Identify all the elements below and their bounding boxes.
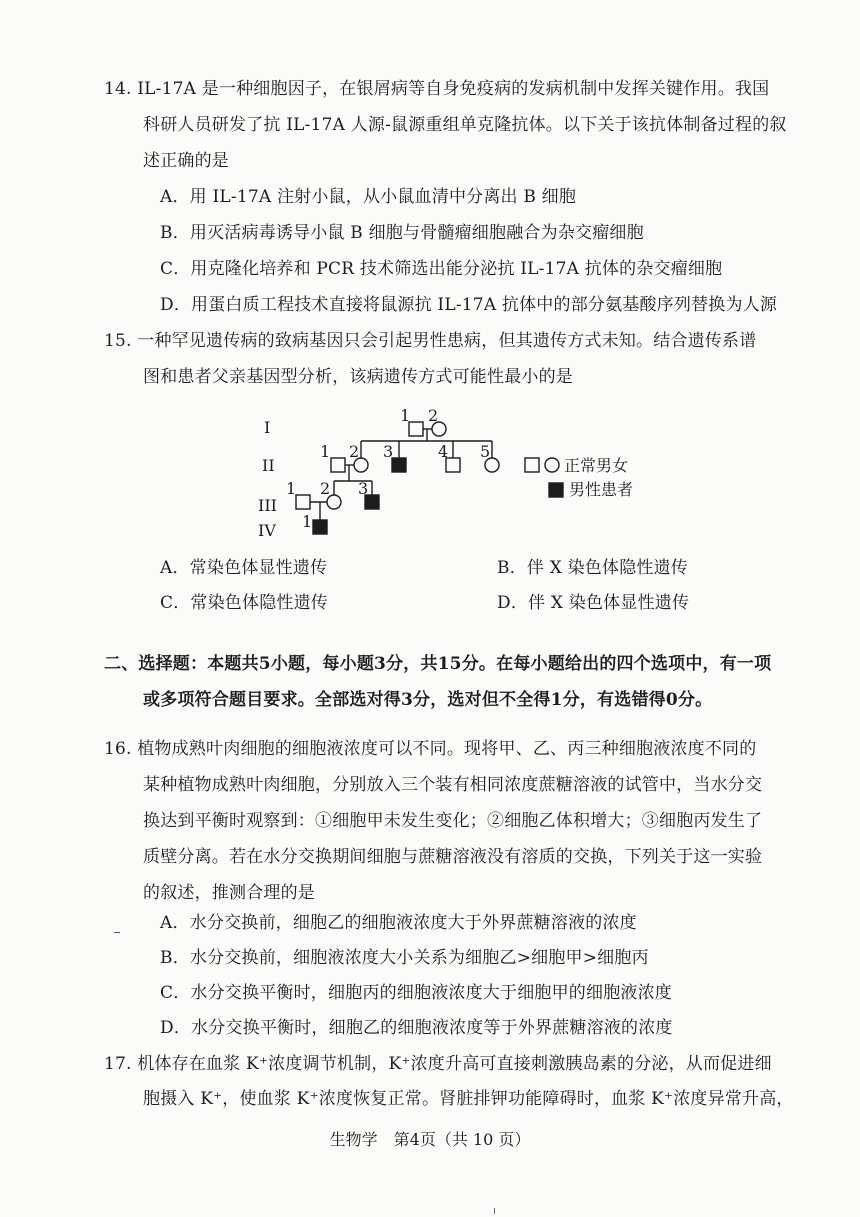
gen2-affected-male-3 [392, 458, 406, 472]
legend-affected-label: 男性患者 [569, 480, 634, 499]
q14-stem-line-2: 科研人员研发了抗 IL-17A 人源-鼠源重组单克隆抗体。以下关于该抗体制备过程的叙 [143, 115, 787, 135]
q16-stem-line-4: 质壁分离。若在水分交换期间细胞与蔗糖溶液没有溶质的交换，下列关于这一实验 [143, 847, 763, 867]
q14-option-d: D．用蛋白质工程技术直接将鼠源抗 IL-17A 抗体中的部分氨基酸序列替换为人源 [160, 295, 778, 315]
gen2-num-4: 4 [438, 442, 449, 461]
q15-stem-line-1: 15. 一种罕见遗传病的致病基因只会引起男性患病，但其遗传方式未知。结合遗传系谱 [104, 331, 757, 351]
legend-normal-female-symbol [545, 458, 559, 472]
gen3-male-1 [296, 495, 310, 509]
q14-stem-line-3: 述正确的是 [143, 151, 229, 171]
legend-affected-male-symbol [549, 483, 563, 497]
q16-option-a: A．水分交换前，细胞乙的细胞液浓度大于外界蔗糖溶液的浓度 [160, 913, 637, 933]
q14-stem-line-1: 14. IL-17A 是一种细胞因子，在银屑病等自身免疫病的发病机制中发挥关键作用。我国 [104, 79, 770, 99]
gen4-num-1: 1 [302, 512, 313, 531]
section2-instructions-line-2: 或多项符合题目要求。全部选对得3分，选对但不全得1分，有选错得0分。 [143, 690, 713, 710]
q17-stem-line-2: 胞摄入 K⁺，使血浆 K⁺浓度恢复正常。肾脏排钾功能障碍时，血浆 K⁺浓度异常升高， [143, 1089, 794, 1109]
q15-option-c: C．常染色体隐性遗传 [160, 593, 329, 613]
q15-option-b: B．伴 X 染色体隐性遗传 [497, 558, 689, 578]
q17-stem-line-1: 17. 机体存在血浆 K⁺浓度调节机制，K⁺浓度升高可直接刺激胰岛素的分泌，从而促进细 [104, 1054, 772, 1074]
gen-label-ii: II [262, 456, 275, 475]
page-footer: 生物学 第4页（共 10 页） [329, 1130, 531, 1149]
q16-stem-line-2: 某种植物成熟叶肉细胞，分别放入三个装有相同浓度蔗糖溶液的试管中，当水分交 [143, 775, 763, 795]
stray-mark-bottom [494, 1208, 495, 1214]
gen3-num-2: 2 [320, 479, 331, 498]
gen2-num-5: 5 [480, 442, 491, 461]
gen1-male-1 [409, 422, 423, 436]
gen3-num-1: 1 [286, 479, 297, 498]
q16-option-c: C．水分交换平衡时，细胞丙的细胞液浓度大于细胞甲的细胞液浓度 [160, 983, 673, 1003]
legend-normal-label: 正常男女 [564, 456, 629, 475]
q16-stem-line-1: 16. 植物成熟叶肉细胞的细胞液浓度可以不同。现将甲、乙、丙三种细胞液浓度不同的 [104, 739, 757, 759]
gen2-num-1: 1 [320, 442, 331, 461]
gen-label-i: I [264, 418, 271, 437]
q14-option-c: C．用克隆化培养和 PCR 技术筛选出能分泌抗 IL-17A 抗体的杂交瘤细胞 [160, 259, 723, 279]
gen2-num-2: 2 [349, 442, 360, 461]
q14-option-a: A．用 IL-17A 注射小鼠，从小鼠血清中分离出 B 细胞 [160, 187, 577, 207]
q16-stem-line-3: 换达到平衡时观察到：①细胞甲未发生变化；②细胞乙体积增大；③细胞丙发生了 [143, 811, 763, 831]
q15-option-d: D．伴 X 染色体显性遗传 [497, 593, 690, 613]
q15-stem-line-2: 图和患者父亲基因型分析，该病遗传方式可能性最小的是 [143, 367, 573, 387]
gen1-num-1: 1 [400, 406, 411, 425]
legend-normal-male-symbol [525, 458, 539, 472]
pedigree-svg [250, 405, 670, 545]
gen2-num-3: 3 [383, 442, 394, 461]
gen1-num-2: 2 [428, 406, 439, 425]
gen4-affected-male-1 [313, 520, 327, 534]
q16-option-b: B．水分交换前，细胞液浓度大小关系为细胞乙>细胞甲>细胞丙 [160, 948, 649, 968]
gen-label-iv: IV [258, 521, 276, 540]
gen3-num-3: 3 [358, 479, 369, 498]
gen-label-iii: III [258, 496, 277, 515]
q15-option-a: A．常染色体显性遗传 [160, 558, 328, 578]
section2-instructions-line-1: 二、选择题：本题共5小题，每小题3分，共15分。在每小题给出的四个选项中，有一项 [104, 654, 772, 674]
gen2-male-1 [331, 458, 345, 472]
q16-stem-line-5: 的叙述，推测合理的是 [143, 883, 315, 903]
q14-option-b: B．用灭活病毒诱导小鼠 B 细胞与骨髓瘤细胞融合为杂交瘤细胞 [160, 223, 644, 243]
q16-option-d: D．水分交换平衡时，细胞乙的细胞液浓度等于外界蔗糖溶液的浓度 [160, 1018, 673, 1038]
pedigree-chart [250, 405, 670, 545]
stray-mark [114, 932, 120, 933]
